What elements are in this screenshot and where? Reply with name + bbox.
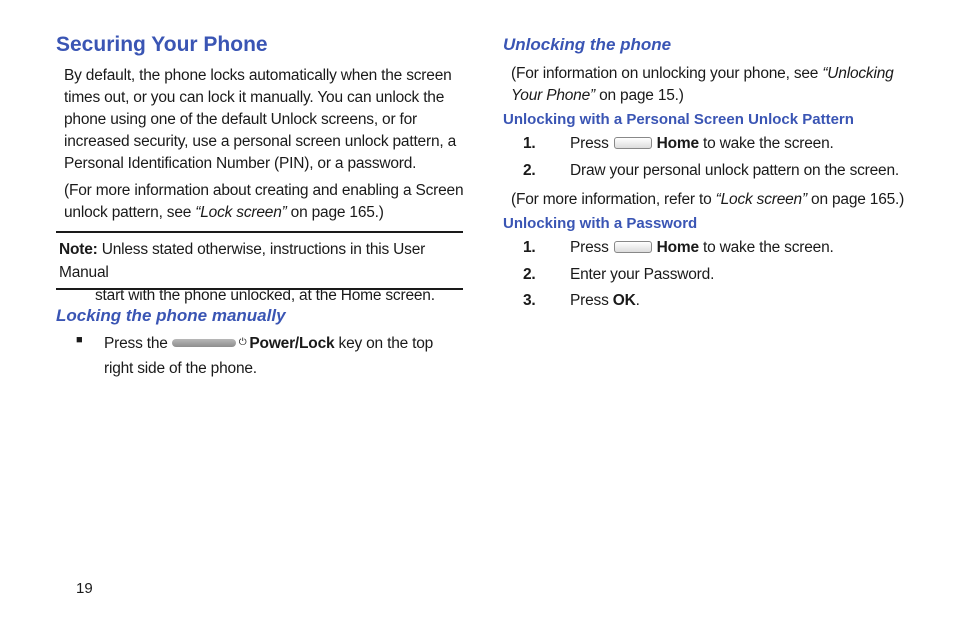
step-pre: Press [570, 292, 613, 309]
lock-screen-link-2[interactable]: “Lock screen” [715, 191, 807, 208]
unlock-info-paragraph [511, 63, 911, 107]
note-bottom-divider [56, 288, 463, 290]
power-lock-key-label: Power/Lock [249, 335, 335, 353]
step-text: Draw your personal unlock pattern on the screen. [570, 162, 900, 179]
note-label: Note: [59, 241, 98, 258]
note-box [59, 238, 463, 307]
refer-paragraph [511, 189, 921, 211]
intro-paragraph: By default, the phone locks automatically when the screen times out, or you can lock it manually. You can unlock the phone using one of the default Unlock screens, or for increased security, use a personal screen unlock pattern, a Personal Identification Number (PIN), or a password. [64, 67, 456, 172]
step-text: Enter your Password. [570, 266, 715, 283]
step-pre: Press [570, 135, 609, 152]
bullet-item-power-lock [104, 331, 466, 381]
step-number: 1. [523, 135, 536, 152]
bullet-prefix: Press the [104, 335, 168, 353]
section-title-locking: Locking the phone manually [56, 306, 286, 325]
step-number: 2. [523, 162, 536, 179]
step-number: 2. [523, 266, 536, 283]
note-line2: start with the phone unlocked, at the Home screen. [95, 287, 435, 304]
page-number: 19 [76, 580, 93, 597]
refer-suffix: on page 165.) [806, 191, 905, 208]
lock-screen-link[interactable]: “Lock screen” [195, 204, 287, 221]
power-key-icon [172, 339, 236, 347]
info-suffix: on page 165.) [286, 204, 384, 221]
step-pre: Press [570, 239, 609, 256]
unlock-info-prefix: (For information on unlocking your phone, see [511, 65, 823, 82]
step-post: to wake the screen. [698, 135, 834, 152]
note-top-divider [56, 231, 463, 233]
subsection-title-pattern: Unlocking with a Personal Screen Unlock Pattern [503, 111, 854, 128]
note-line1: Unless stated otherwise, instructions in this User Manual [59, 241, 426, 281]
refer-prefix: (For more information, refer to [511, 191, 716, 208]
unlock-info-suffix: on page 15.) [594, 87, 684, 104]
home-key-label: Home [656, 135, 699, 152]
square-bullet-icon: ■ [76, 334, 83, 346]
step-post: . [635, 292, 640, 309]
step-number: 1. [523, 239, 536, 256]
home-key-label: Home [656, 239, 699, 256]
info-prefix: (For more information about creating and enabling a Screen unlock pattern, see [64, 182, 464, 221]
section-title-unlocking: Unlocking the phone [503, 35, 672, 54]
ok-label: OK [612, 292, 636, 309]
unlocking-your-phone-link[interactable]: “Unlocking Your Phone” [511, 65, 894, 104]
info-paragraph [64, 180, 464, 224]
subsection-title-password: Unlocking with a Password [503, 215, 698, 232]
home-key-icon [614, 137, 652, 149]
power-symbol-icon: ⏻ [238, 337, 247, 348]
page-title: Securing Your Phone [56, 33, 268, 56]
bullet-suffix: key on the top right side of the phone. [104, 335, 434, 377]
home-key-icon [614, 241, 652, 253]
step-post: to wake the screen. [698, 239, 834, 256]
step-number: 3. [523, 292, 536, 309]
